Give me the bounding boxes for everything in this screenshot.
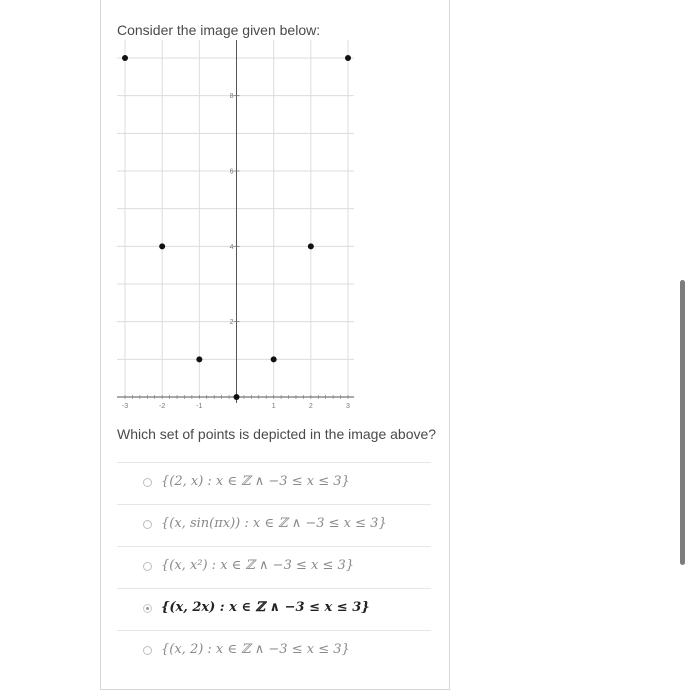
x-tick-label: -2 — [159, 403, 166, 410]
page-scrollbar[interactable] — [680, 280, 685, 565]
y-tick-label: 6 — [229, 168, 234, 176]
question-prompt: Consider the image given below: — [117, 22, 321, 38]
x-tick-label: 2 — [308, 403, 313, 410]
radio-button[interactable] — [143, 562, 152, 571]
plot-svg — [100, 40, 390, 420]
y-tick-label: 8 — [229, 93, 234, 101]
radio-button[interactable] — [143, 520, 152, 529]
x-tick-label: 3 — [346, 403, 350, 410]
x-tick-label: 1 — [271, 403, 276, 410]
answer-option-label: {(x, sin(πx)) : x ∈ ℤ ∧ −3 ≤ x ≤ 3} — [161, 516, 387, 531]
question-text: Which set of points is depicted in the image above? — [117, 426, 437, 442]
answer-option-label: {(2, x) : x ∈ ℤ ∧ −3 ≤ x ≤ 3} — [161, 474, 350, 489]
radio-button[interactable] — [143, 478, 152, 487]
data-point — [196, 356, 202, 362]
data-point — [308, 243, 314, 249]
answer-option-label: {(x, x²) : x ∈ ℤ ∧ −3 ≤ x ≤ 3} — [161, 558, 355, 573]
y-tick-label: 2 — [229, 319, 234, 327]
answer-option-label: {(x, 2x) : x ∈ ℤ ∧ −3 ≤ x ≤ 3} — [161, 600, 370, 615]
x-tick-label: -3 — [121, 403, 129, 410]
data-point — [345, 55, 351, 61]
data-point — [122, 55, 128, 61]
data-point — [271, 356, 277, 362]
answer-option-4[interactable] — [117, 588, 431, 630]
answer-option-label: {(x, 2) : x ∈ ℤ ∧ −3 ≤ x ≤ 3} — [161, 642, 350, 657]
answer-option-1[interactable] — [117, 462, 431, 504]
x-tick-label: -1 — [196, 403, 203, 410]
data-point — [234, 394, 240, 400]
answer-option-2[interactable] — [117, 504, 431, 546]
scatter-plot — [100, 40, 390, 420]
y-tick-label: 4 — [229, 243, 234, 251]
answer-option-3[interactable] — [117, 546, 431, 588]
radio-button[interactable] — [143, 604, 152, 613]
answer-option-5[interactable] — [117, 630, 431, 672]
radio-button[interactable] — [143, 646, 152, 655]
data-point — [159, 243, 165, 249]
answer-options — [117, 462, 431, 672]
